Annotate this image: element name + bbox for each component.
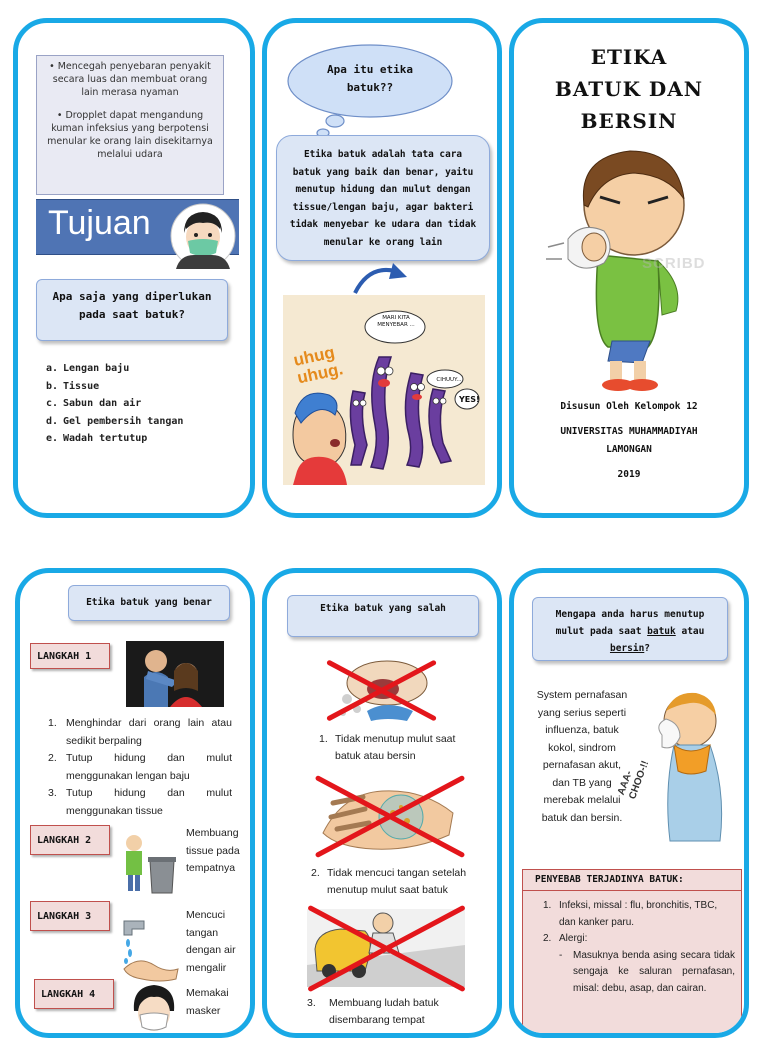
cover-title-line-1: ETIKA [590,45,668,69]
bubble-question: Apa itu etika batuk?? [326,63,414,94]
mask-person-image [126,981,182,1037]
causes-list [543,898,735,997]
step4-label: LANGKAH 4 [34,979,114,1009]
list-item: d. Gel pembersih tangan [46,415,184,427]
correct-header: Etika batuk yang benar [86,597,212,608]
cartoon-speech-3: YES! [459,395,480,404]
list-item: 2. Tidak mencuci tangan setelah menutup mulut saat batuk [311,867,467,896]
panel-wrong-etiquette [262,568,502,1038]
definition-text: Etika batuk adalah tata cara batuk yang baik dan benar, yaitu menutup hidung dan mulut dengan tissue/lengan baju, agar bakteri tidak menyebar ke udara dan tidak menular ke orang lain [289,149,477,248]
list-item: e. Wadah tertutup [46,433,148,444]
panel-correct-etiquette [15,568,255,1038]
cover-title-line-3: BERSIN [580,109,678,133]
watermark: SCRIBD [642,255,706,272]
cover-university-line-1: UNIVERSITAS MUHAMMADIYAH [560,426,698,437]
panel-cover [509,18,749,518]
wrong-header-box [287,595,479,637]
list-item: 2. Tutup hidung dan mulut menggunakan lengan baju [48,752,232,782]
cover-year: 2019 [617,469,641,480]
list-item: 3. Tutup hidung dan mulut menggunakan tissue [48,787,232,817]
why-question: Mengapa anda harus menutup mulut pada saat batuk atau bersin? [555,609,705,654]
list-item: 1. Tidak menutup mulut saat batuk atau bersin [319,733,456,762]
cartoon-speech-2: CIHUUY... [436,377,462,383]
list-item: 3. Membuang ludah batuk disembarang tempat [307,997,439,1026]
trash-bin-image [120,831,180,895]
wrong-x-icon-1 [327,657,437,721]
correct-header-box [68,585,230,621]
step1-list [48,715,232,820]
causes-header: PENYEBAB TERJADINYA BATUK: [535,874,684,885]
step1-label: LANGKAH 1 [30,643,110,669]
step3-text: Mencuci tangan dengan air mengalir [186,909,236,974]
step4-text: Memakai masker [186,987,229,1017]
list-item: 1. Infeksi, missal : flu, bronchitis, TBC, dan kanker paru. [543,900,718,928]
purpose-box [36,55,224,195]
purpose-item-2: • Dropplet dapat mengandung kuman infeksius yang berpotensi menular ke orang lain disekitarnya melalui udara [47,110,213,160]
purpose-item-1: • Mencegah penyebaran penyakit secara luas dan membuat orang lain merasa nyaman [49,61,211,98]
causes-box [522,869,742,1038]
cover-cough-photo [126,641,224,707]
panel-definition [262,18,502,518]
needs-list [46,363,246,451]
list-item: a. Lengan baju [46,363,130,374]
step3-label: LANGKAH 3 [30,901,110,931]
wrong-list-1 [319,731,479,765]
masked-person-icon [170,203,236,269]
wrong-x-icon-3 [307,909,465,987]
list-item: - Masuknya benda asing secara tidak sengaja ke saluran pernafasan, misal: debu, asap, dan cairan. [559,949,735,994]
cover-title [514,41,744,137]
wrong-list-2 [311,865,483,899]
cartoon-uhug-text: uhug uhug. [291,342,345,388]
sneeze-text: AAA-CHOO-!! [615,759,652,801]
panel-why-cover [509,568,749,1038]
list-item: b. Tissue [46,380,100,392]
needs-question: Apa saja yang diperlukan pada saat batuk? [52,290,212,321]
cartoon-speech-1: MARI KITA MENYEBAR ... [377,315,415,328]
curved-arrow-icon [349,263,419,297]
wrong-x-icon-2 [315,771,465,861]
system-text: System pernafasan yang serius seperti influenza, batuk kokol, sindrom pernafasan akut, dan TB yang merebak melalui batuk dan bersin. [536,689,628,824]
list-item: 1. Menghindar dari orang lain atau sedikit berpaling [48,717,232,747]
wrong-header: Etika batuk yang salah [320,603,446,614]
why-question-box [532,597,728,661]
panel-tujuan [13,18,255,518]
cover-author: Disusun Oleh Kelompok 12 [560,401,698,412]
needs-question-box [36,279,228,341]
cover-title-line-2: BATUK DAN [554,77,704,101]
list-item: c. Sabun dan air [46,398,142,409]
list-item: 2. Alergi: [543,933,588,944]
tujuan-title: Tujuan [48,204,151,242]
step2-label: LANGKAH 2 [30,825,110,855]
handwash-image [120,913,180,983]
step2-text: Membuang tissue pada tempatnya [186,827,240,874]
definition-box [276,135,490,261]
cover-university-line-2: LAMONGAN [606,444,652,455]
